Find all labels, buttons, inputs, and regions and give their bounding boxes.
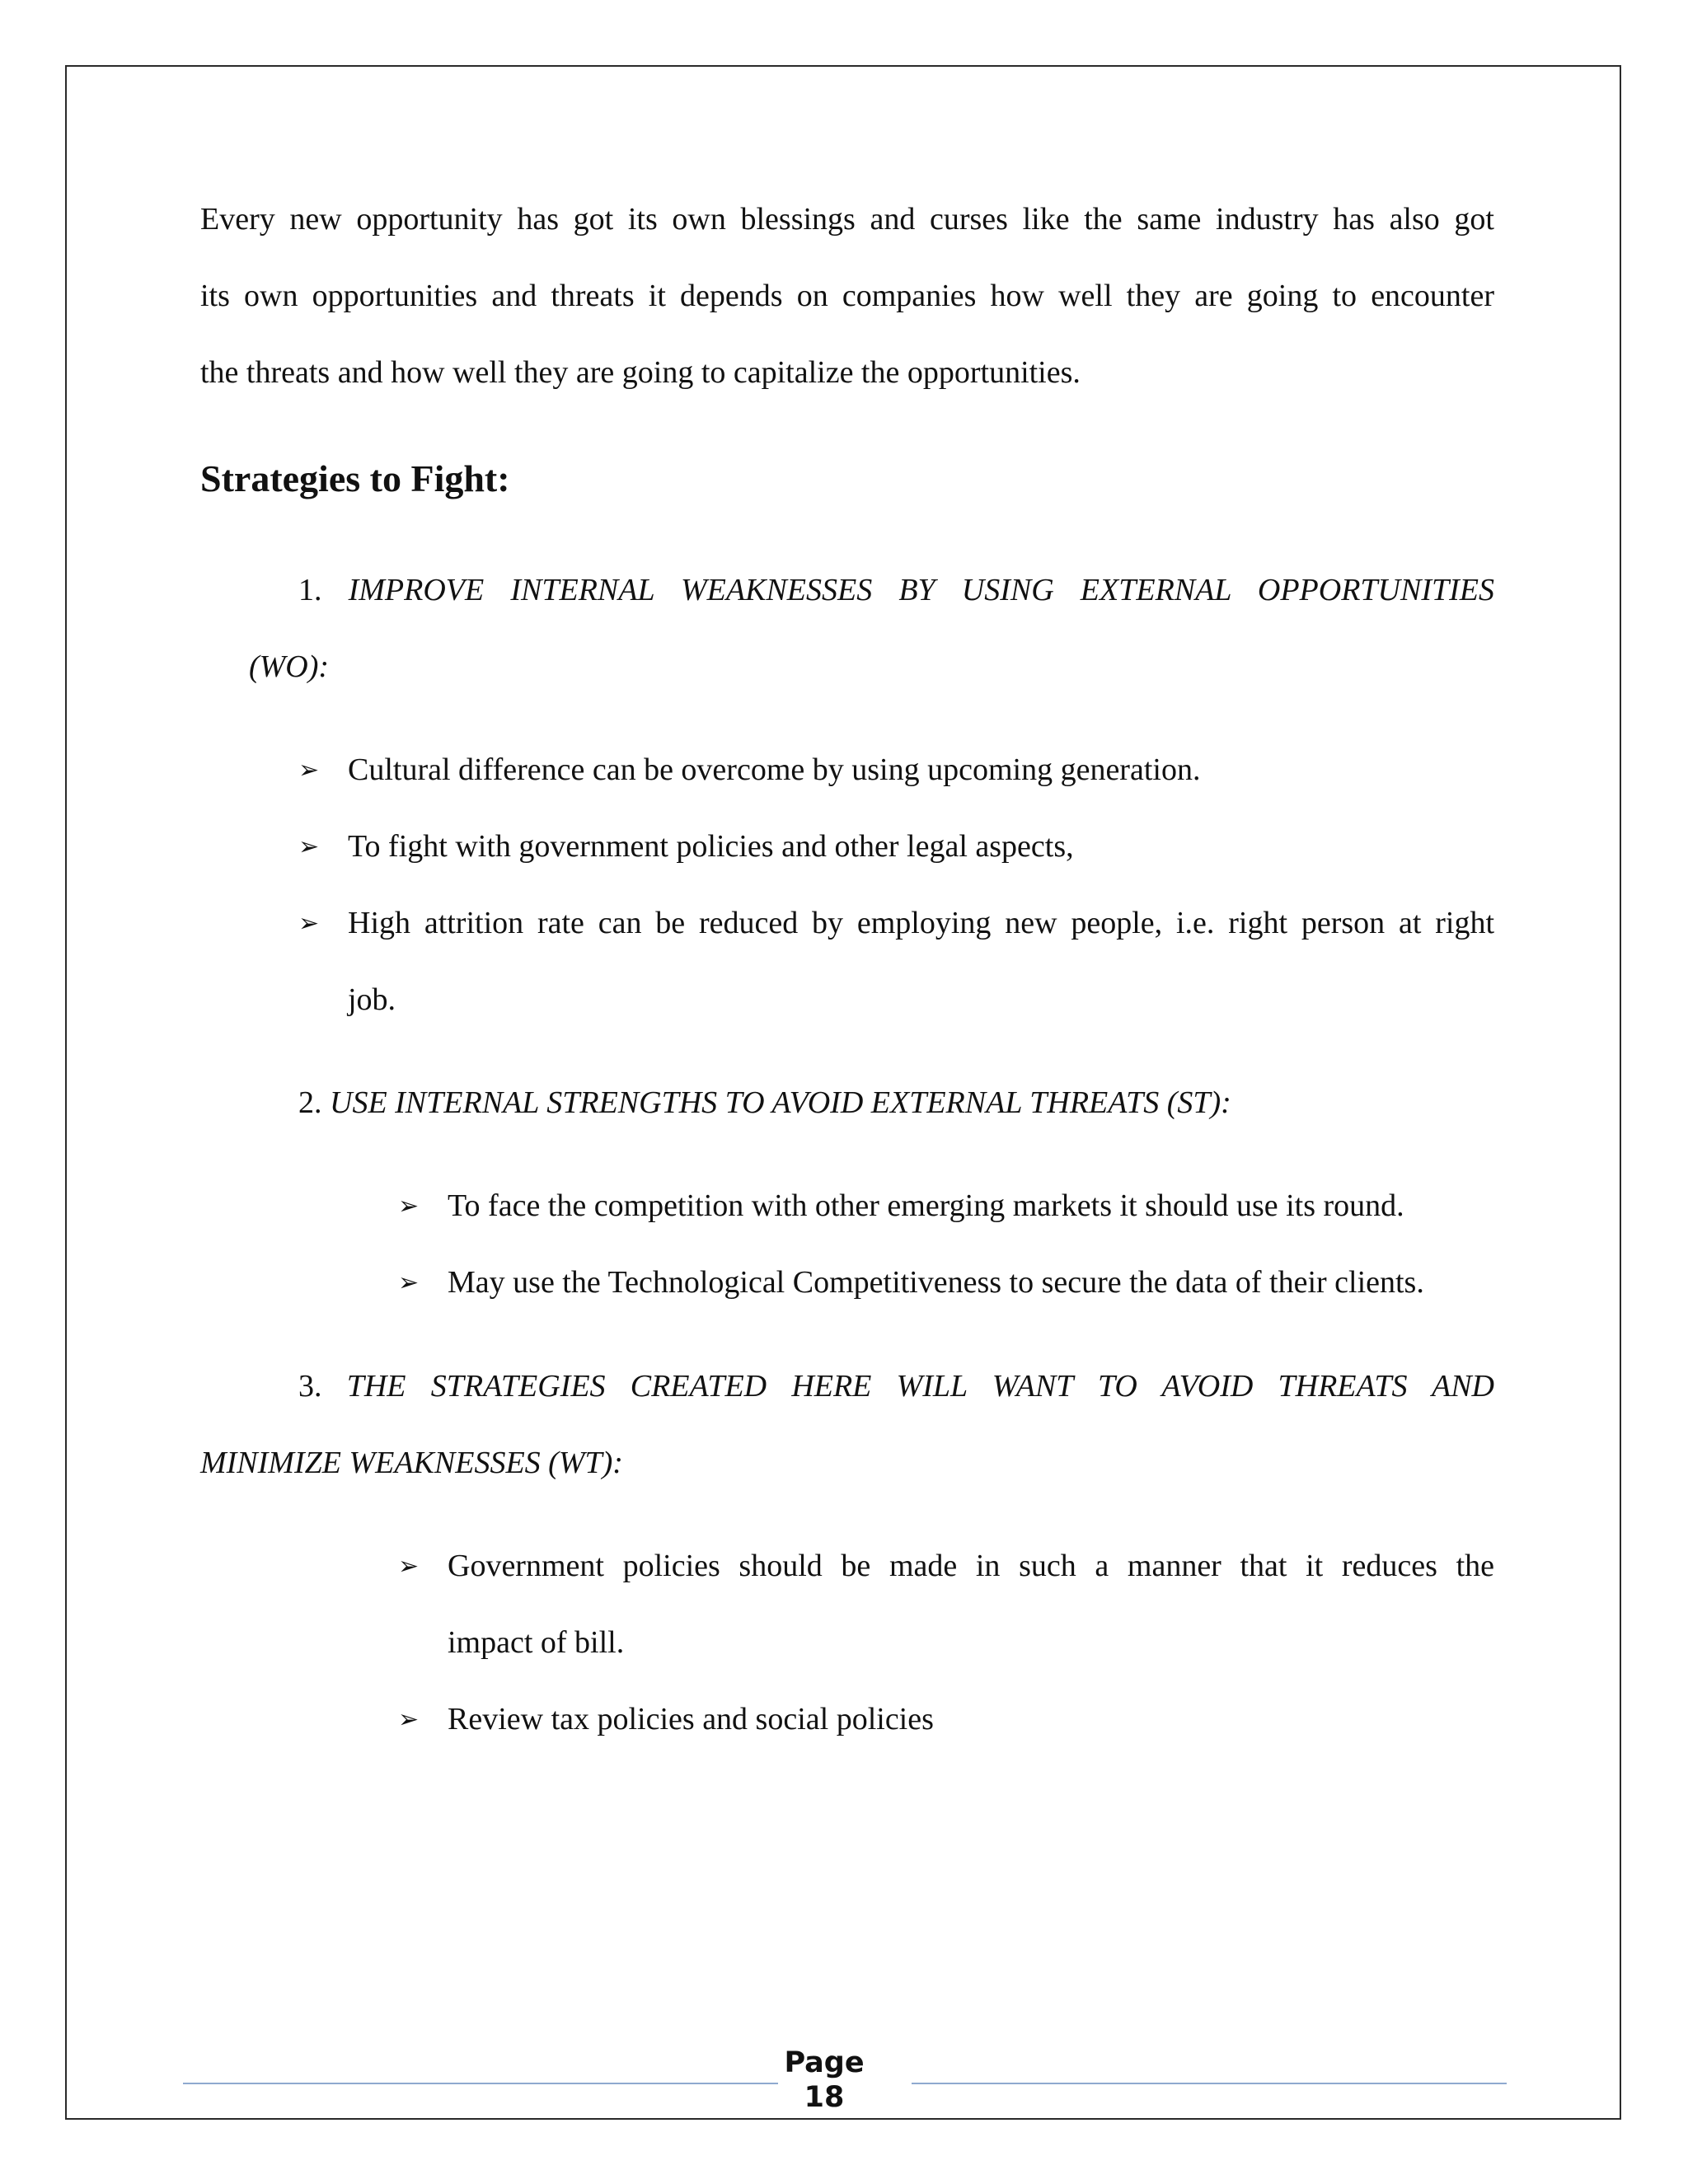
- strategy-2-title: [298, 1065, 1231, 1141]
- strategy-3-title: [298, 1348, 1494, 1425]
- intro-line: the threats and how well they are going to capitalize the opportunities.: [200, 355, 1081, 390]
- bullet-line: To fight with government policies and other legal aspects,: [348, 829, 1074, 864]
- strategy-2-number: 2.: [298, 1085, 322, 1120]
- intro-line: Every new opportunity has got its own blessings and curses like the same industry has also got: [200, 202, 1494, 237]
- strategy-1-title-line1: [298, 552, 1494, 629]
- strategy-2-title-text: USE INTERNAL STRENGTHS TO AVOID EXTERNAL THREATS (ST):: [330, 1085, 1231, 1120]
- bullet-line: Government policies should be made in such a manner that it reduces the: [448, 1549, 1494, 1583]
- bullet-line: High attrition rate can be reduced by employing new people, i.e. right person at right: [348, 906, 1494, 940]
- intro-line: its own opportunities and threats it depends on companies how well they are going to encounter: [200, 279, 1494, 313]
- bullet-text: [298, 885, 1494, 1038]
- page-number-value: 18: [804, 2081, 845, 2114]
- strategy-1-title-text: IMPROVE INTERNAL WEAKNESSES BY USING EXTERNAL OPPORTUNITIES: [348, 573, 1495, 607]
- strategy-1-title: [298, 552, 1494, 629]
- list-item: [398, 1244, 1494, 1321]
- strategy-3-number: 3.: [298, 1369, 322, 1404]
- strategy-3-title-cont: [200, 1425, 623, 1502]
- list-item: [298, 808, 1494, 885]
- strategy-3-bullets: [398, 1528, 1494, 1758]
- strategy-3-title-text: THE STRATEGIES CREATED HERE WILL WANT TO AVOID THREATS AND: [346, 1369, 1494, 1404]
- strategy-2-bullets: [398, 1168, 1494, 1321]
- strategy-1-number: 1.: [298, 573, 322, 607]
- bullet-line: job.: [348, 982, 396, 1017]
- arrow-bullet-icon: ➢: [398, 1552, 420, 1581]
- list-item: [398, 1528, 1494, 1681]
- strategy-3-title-line2: MINIMIZE WEAKNESSES (WT):: [200, 1446, 623, 1480]
- bullet-text: [398, 1244, 1494, 1321]
- bullet-line: impact of bill.: [448, 1625, 625, 1660]
- page-number: [775, 2046, 874, 2115]
- footer-rule-right: [912, 2083, 1507, 2084]
- strategy-1-bullets: [298, 732, 1494, 1038]
- arrow-bullet-icon: ➢: [398, 1705, 420, 1734]
- list-item: [398, 1168, 1494, 1244]
- bullet-line: To face the competition with other emerging markets it should use its round.: [448, 1188, 1404, 1223]
- footer-rule-left: [183, 2083, 778, 2084]
- strategy-1-title-cont: [249, 629, 329, 705]
- list-item: [398, 1681, 1494, 1758]
- bullet-text: [298, 732, 1494, 808]
- arrow-bullet-icon: ➢: [298, 832, 320, 861]
- arrow-bullet-icon: ➢: [298, 756, 320, 785]
- bullet-text: [398, 1681, 1494, 1758]
- strategy-3-title-line1: [298, 1348, 1494, 1425]
- intro-paragraph: [200, 181, 1494, 411]
- bullet-text: [398, 1168, 1494, 1244]
- list-item: [298, 885, 1494, 1038]
- arrow-bullet-icon: ➢: [398, 1268, 420, 1297]
- bullet-line: Review tax policies and social policies: [448, 1702, 934, 1736]
- list-item: [298, 732, 1494, 808]
- bullet-text: [398, 1528, 1494, 1681]
- bullet-line: May use the Technological Competitiveness to secure the data of their clients.: [448, 1265, 1424, 1300]
- bullet-line: Cultural difference can be overcome by using upcoming generation.: [348, 752, 1201, 787]
- strategy-1-title-line2: (WO):: [249, 649, 330, 684]
- arrow-bullet-icon: ➢: [298, 909, 320, 938]
- section-heading: Strategies to Fight:: [200, 457, 510, 499]
- bullet-text: [298, 808, 1494, 885]
- page-label: Page: [784, 2046, 865, 2079]
- strategy-2-title-line1: [298, 1065, 1231, 1141]
- arrow-bullet-icon: ➢: [398, 1192, 420, 1221]
